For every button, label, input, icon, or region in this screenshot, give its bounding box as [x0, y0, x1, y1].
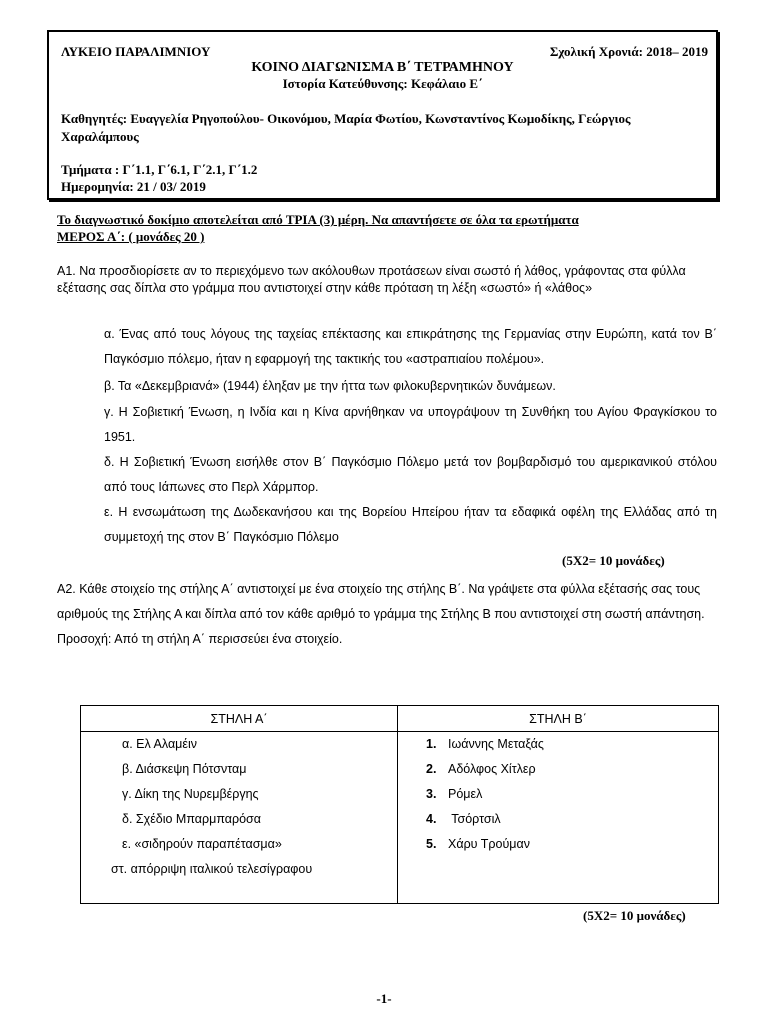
column-a-item: ε. «σιδηρούν παραπέτασμα» — [122, 837, 282, 851]
part-a-heading: ΜΕΡΟΣ Α΄: ( μονάδες 20 ) — [57, 229, 205, 244]
a1-points: (5Χ2= 10 μονάδες) — [562, 553, 665, 568]
column-b-item — [426, 782, 718, 807]
a2-points: (5Χ2= 10 μονάδες) — [583, 908, 686, 923]
column-a-item: δ. Σχέδιο Μπαρμπαρόσα — [122, 812, 262, 826]
column-b-text: Αδόλφος Χίτλερ — [448, 762, 536, 776]
matching-table — [80, 705, 719, 904]
column-b-text: Ρόμελ — [448, 787, 483, 801]
column-a-item: β. Διάσκεψη Πότσνταμ — [122, 762, 247, 776]
a1-item-b: β. Τα «Δεκεμβριανά» (1944) έληξαν με την ήττα των φιλοκυβερνητικών δυνάμεων. — [104, 379, 556, 393]
school-name: ΛΥΚΕΙΟ ΠΑΡΑΛΙΜΝΙΟΥ — [61, 44, 211, 59]
column-b-number: 3. — [426, 787, 437, 801]
school-year: Σχολική Χρονιά: 2018– 2019 — [549, 44, 708, 59]
column-b-text: Ιωάννης Μεταξάς — [448, 737, 544, 751]
column-a-item: α. Ελ Αλαμέιν — [122, 737, 197, 751]
a2-instructions-text: Α2. Κάθε στοιχείο της στήλης Α΄ αντιστοιχεί με ένα στοιχείο της στήλης Β΄. Να γράψετε στα φύλλα εξέτασής σας τους αριθμούς της Στήλης Α και δίπλα από τον κάθε αριθμό το γράμμα της Στήλης Β που αντιστοιχεί στη σωστή απάντηση. — [57, 582, 705, 621]
page-number: -1- — [376, 991, 392, 1006]
a1-item-e: ε. Η ενσωμάτωση της Δωδεκανήσου και της Βορείου Ηπείρου ήταν τα εδαφικά οφέλη της Ελλάδας από τη συμμετοχή της στον Β΄ Παγκόσμιο Πόλεμο — [104, 505, 717, 544]
column-a-item: στ. απόρριψη ιταλικού τελεσίγραφου — [111, 862, 313, 876]
classes: Τμήματα : Γ΄1.1, Γ΄6.1, Γ΄2.1, Γ΄1.2 — [61, 162, 258, 177]
intro-line: Το διαγνωστικό δοκίμιο αποτελείται από ΤΡΙΑ (3) μέρη. Να απαντήσετε σε όλα τα ερωτήματα — [57, 212, 579, 227]
column-b-number: 2. — [426, 762, 437, 776]
teachers: Καθηγητές: Ευαγγελία Ρηγοπούλου- Οικονόμου, Μαρία Φωτίου, Κωνσταντίνος Κωμοδίκης, Γεώργιος Χαραλάμπους — [61, 111, 631, 144]
column-b-number: 5. — [426, 837, 437, 851]
exam-date: Ημερομηνία: 21 / 03/ 2019 — [61, 179, 206, 194]
column-b-text: Χάρυ Τρούμαν — [448, 837, 530, 851]
column-b-item — [426, 807, 718, 832]
column-b-text: Τσόρτσιλ — [448, 812, 501, 826]
column-b-item — [426, 757, 718, 782]
a2-instructions — [57, 577, 717, 652]
column-a — [81, 732, 398, 904]
a1-item-g: γ. Η Σοβιετική Ένωση, η Ινδία και η Κίνα αρνήθηκαν να υπογράψουν τη Συνθήκη του Αγίου Φραγκίσκου το 1951. — [104, 405, 717, 444]
column-b — [398, 732, 719, 904]
column-b-number: 1. — [426, 737, 437, 751]
a1-instructions: Α1. Να προσδιορίσετε αν το περιεχόμενο των ακόλουθων προτάσεων είναι σωστό ή λάθος, γράφοντας στα φύλλα εξέτασης σας δίπλα στο γράμμα που αντιστοιχεί στην κάθε πρόταση τη λέξη «σωστό» ή «λάθος» — [57, 264, 686, 295]
a1-item-d: δ. Η Σοβιετική Ένωση εισήλθε στον Β΄ Παγκόσμιο Πόλεμο μετά τον βομβαρδισμό του αμερικανικού στόλου από τους Ιάπωνες στο Περλ Χάρμπορ. — [104, 455, 717, 494]
column-b-item — [426, 732, 718, 757]
a1-item-a: α. Ένας από τους λόγους της ταχείας επέκτασης και επικράτησης της Γερμανίας στην Ευρώπη, κατά τον Β΄ Παγκόσμιο πόλεμο, ήταν η εφαρμογή της τακτικής του «αστραπιαίου πολέμου». — [104, 327, 717, 366]
a2-note: Προσοχή: Από τη στήλη Α΄ περισσεύει ένα στοιχείο. — [57, 632, 343, 646]
column-b-number: 4. — [426, 812, 437, 826]
column-b-header: ΣΤΗΛΗ Β΄ — [398, 706, 719, 732]
exam-subject: Ιστορία Κατεύθυνσης: Κεφάλαιο Ε΄ — [282, 76, 483, 91]
column-a-header: ΣΤΗΛΗ Α΄ — [81, 706, 398, 732]
header-box — [47, 30, 718, 200]
column-a-item: γ. Δίκη της Νυρεμβέργης — [122, 787, 259, 801]
exam-title: ΚΟΙΝΟ ΔΙΑΓΩΝΙΣΜΑ Β΄ ΤΕΤΡΑΜΗΝΟΥ — [251, 60, 514, 75]
column-b-item — [426, 832, 718, 857]
